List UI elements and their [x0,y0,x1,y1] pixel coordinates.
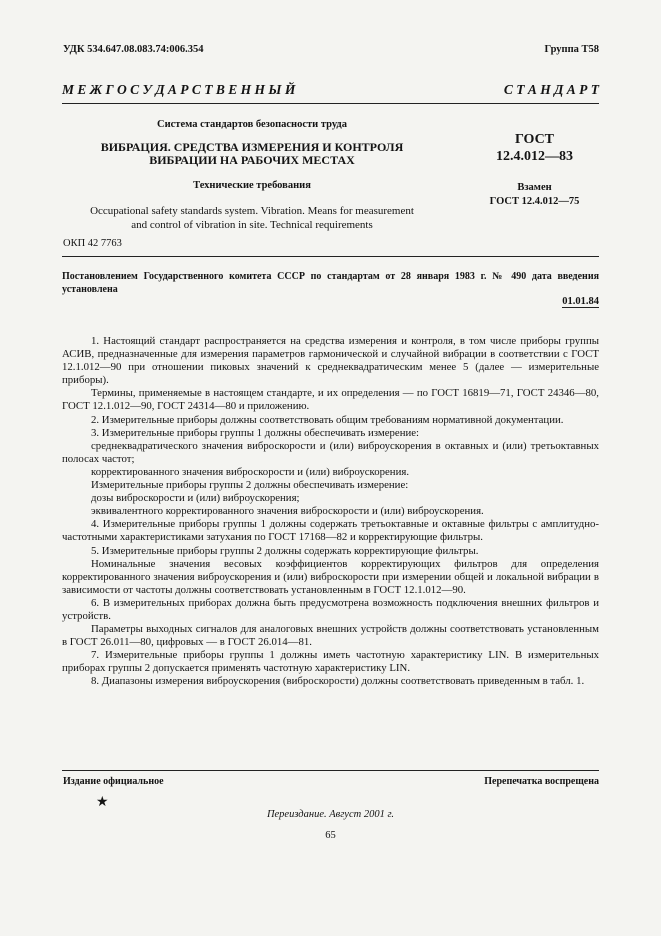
replaces-block [462,181,607,209]
page-number: 65 [325,830,336,841]
replaces-label: Взамен [517,182,552,193]
okp-code: ОКП 42 7763 [63,238,122,249]
official-edition-label: Издание официальное [63,776,164,787]
paragraph: 8. Диапазоны измерения виброускорения (виброскорости) должны соответствовать приведенным в табл. 1. [91,675,585,688]
footer-divider [62,770,599,771]
paragraph: Параметры выходных сигналов для аналоговых внешних устройств должны соответствовать установленным в ГОСТ 26.011—80, цифровых — в ГОСТ 26.014—81. [62,623,599,649]
intro-date: 01.01.84 [562,296,599,307]
udk-code: УДК 534.647.08.083.74:006.354 [63,44,204,55]
document-subtitle: Технические требования [193,180,311,191]
okp-divider [62,256,599,257]
title-line-2: ВИБРАЦИИ НА РАБОЧИХ МЕСТАХ [149,153,355,167]
paragraph: 3. Измерительные приборы группы 1 должны обеспечивать измерение: [91,426,420,439]
paragraph: 7. Измерительные приборы группы 1 должны иметь частотную характеристику LIN. В измерительных приборах группы 2 допускается применять частотную характеристику LIN. [62,649,599,675]
paragraph: эквивалентного корректированного значения виброскорости и (или) виброускорения. [91,505,484,518]
paragraph: дозы виброскорости и (или) виброускорения; [91,492,300,505]
paragraph: 2. Измерительные приборы должны соответствовать общим требованиям нормативной документации. [91,413,564,426]
gost-designation [462,131,607,165]
document-title [62,141,442,167]
system-name: Система стандартов безопасности труда [157,119,347,130]
title-line-1: ВИБРАЦИЯ. СРЕДСТВА ИЗМЕРЕНИЯ И КОНТРОЛЯ [100,140,404,154]
banner-word-standard: С Т А Н Д А Р Т [503,82,599,97]
banner-word-interstate: М Е Ж Г О С У Д А Р С Т В Е Н Н Ы Й [62,82,296,97]
reprint-prohibited-label: Перепечатка воспрещена [484,776,599,787]
paragraph: 5. Измерительные приборы группы 2 должны содержать корректирующие фильтры. [91,544,479,557]
paragraph: среднеквадратического значения виброскорости и (или) виброускорения в октавных и (или) третьоктавных полосах частот; [62,439,599,465]
reissue-note: Переиздание. Август 2001 г. [266,809,395,820]
paragraph: 1. Настоящий стандарт распространяется на средства измерения и контроля, в том числе приборы группы АСИВ, предназначенные для измерения параметров гармонической и случайной вибрации в соответствии с ГОСТ 12.1.012—90 при отношении пиковых значений к среднеквадратическим менее 5 (далее — измерительные приборы). [62,335,599,387]
standard-banner [62,82,599,98]
paragraph: Номинальные значения весовых коэффициентов корректирующих фильтров для определения корректированного значения виброускорения и (или) виброскорости при измерении общей и локальной вибрации в зависимости от частоты должны соответствовать установленным в ГОСТ 12.1.012—90. [62,557,599,596]
gost-label: ГОСТ [514,132,555,147]
body-text [62,335,599,689]
star-icon: ★ [96,795,109,810]
group-code: Группа Т58 [544,44,599,55]
replaces-value: ГОСТ 12.4.012—75 [489,196,580,207]
paragraph: корректированного значения виброскорости и (или) виброускорения. [91,465,410,478]
english-title-line-2: and control of vibration in site. Technical requirements [131,219,373,231]
english-title [62,204,442,232]
paragraph: 4. Измерительные приборы группы 1 должны содержать третьоктавные и октавные фильтры с амплитудно-частотными характеристиками затухания по ГОСТ 17168—82 и корректирующие фильтры. [62,518,599,544]
paragraph: Измерительные приборы группы 2 должны обеспечивать измерение: [91,479,409,492]
paragraph: 6. В измерительных приборах должна быть предусмотрена возможность подключения внешних фильтров и устройств. [62,596,599,622]
header-divider [62,103,599,104]
decree-text: Постановлением Государственного комитета СССР по стандартам от 28 января 1983 г. № 490 дата введения установлена [62,271,599,295]
paragraph: Термины, применяемые в настоящем стандарте, и их определения — по ГОСТ 16819—71, ГОСТ 24346—80, ГОСТ 12.1.012—90, ГОСТ 24314—80 и приложению. [62,387,599,413]
english-title-line-1: Occupational safety standards system. Vibration. Means for measurement [90,205,414,217]
gost-number: 12.4.012—83 [496,149,573,164]
